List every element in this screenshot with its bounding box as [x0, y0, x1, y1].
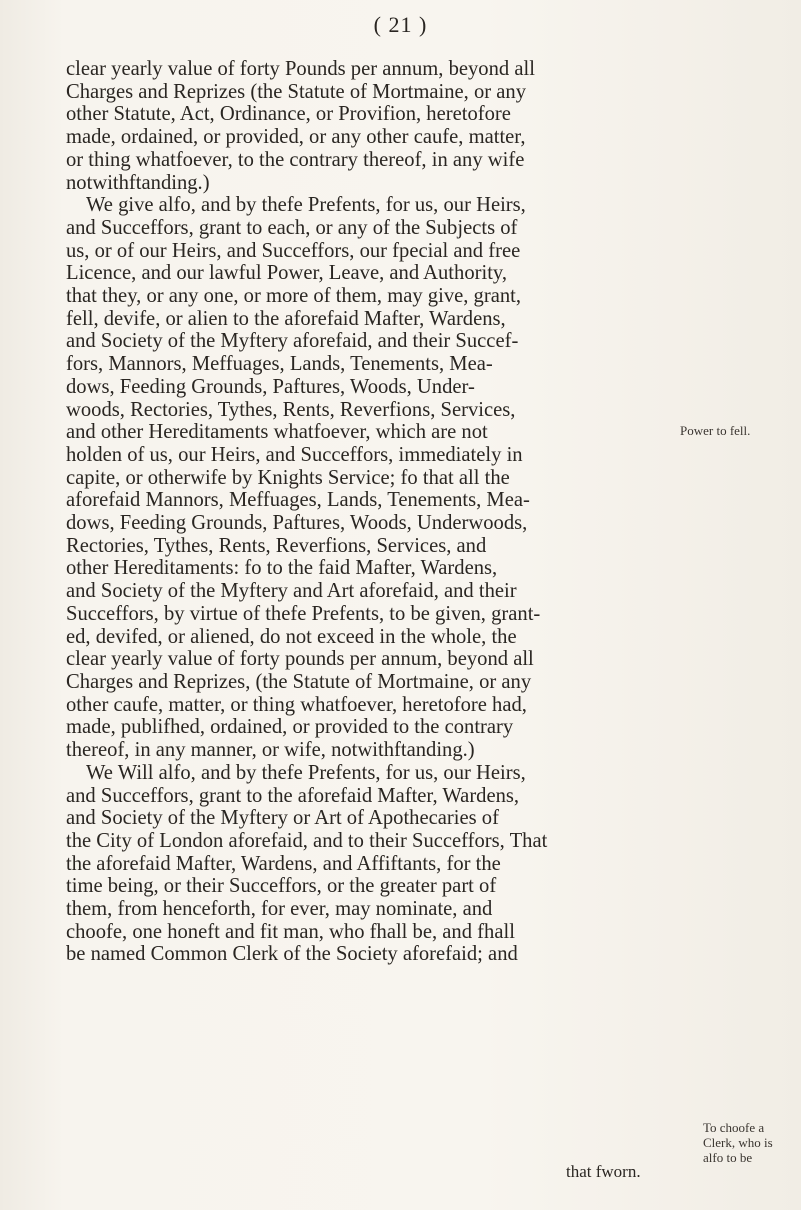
text-line: Charges and Reprizes, (the Statute of Mortmaine, or any	[66, 670, 532, 693]
text-line: the City of London aforefaid, and to their Succeffors, That	[66, 829, 548, 852]
margin-note-tail: that fworn.	[566, 1162, 641, 1181]
text-line: and Society of the Myftery aforefaid, and their Succef-	[66, 330, 519, 353]
text-line: thereof, in any manner, or wife, notwithftanding.)	[66, 739, 475, 762]
text-line: clear yearly value of forty Pounds per annum, beyond all	[66, 58, 535, 80]
text-line: be named Common Clerk of the Society aforefaid; and	[66, 943, 518, 966]
text-line: notwithftanding.)	[66, 171, 210, 194]
text-line: We Will alfo, and by thefe Prefents, for us, our Heirs,	[86, 761, 526, 784]
text-line: Rectories, Tythes, Rents, Reverfions, Services, and	[66, 534, 487, 557]
text-line: other Statute, Act, Ordinance, or Provifion, heretofore	[66, 103, 511, 126]
text-line: ed, devifed, or aliened, do not exceed in the whole, the	[66, 625, 517, 648]
text-line: or thing whatfoever, to the contrary thereof, in any wife	[66, 148, 525, 171]
text-line: other Hereditaments: fo to the faid Mafter, Wardens,	[66, 557, 498, 580]
text-line: fors, Mannors, Meffuages, Lands, Tenements, Mea-	[66, 353, 493, 376]
text-line: Succeffors, by virtue of thefe Prefents, to be given, grant-	[66, 602, 541, 625]
text-line: woods, Rectories, Tythes, Rents, Reverfions, Services,	[66, 398, 516, 421]
text-line: them, from henceforth, for ever, may nominate, and	[66, 898, 493, 921]
text-line: us, or of our Heirs, and Succeffors, our fpecial and free	[66, 239, 521, 262]
text-line: time being, or their Succeffors, or the greater part of	[66, 875, 497, 898]
text-line: holden of us, our Heirs, and Succeffors, immediately in	[66, 443, 523, 466]
text-line: Licence, and our lawful Power, Leave, and Authority,	[66, 262, 508, 285]
text-line: the aforefaid Mafter, Wardens, and Affiftants, for the	[66, 852, 501, 875]
margin-note-line: To choofe a	[703, 1120, 765, 1135]
text-line: Charges and Reprizes (the Statute of Mortmaine, or any	[66, 80, 526, 103]
margin-note-power: Power to fell.	[680, 423, 751, 438]
text-line: clear yearly value of forty pounds per annum, beyond all	[66, 648, 534, 671]
text-line: capite, or otherwife by Knights Service; fo that all the	[66, 466, 510, 489]
text-line: fell, devife, or alien to the aforefaid Mafter, Wardens,	[66, 307, 506, 330]
text-line: made, publifhed, ordained, or provided to the contrary	[66, 716, 514, 739]
text-line: and Society of the Myftery or Art of Apothecaries of	[66, 807, 499, 830]
text-line: aforefaid Mannors, Meffuages, Lands, Tenements, Mea-	[66, 489, 530, 512]
text-line: We give alfo, and by thefe Prefents, for us, our Heirs,	[86, 194, 526, 217]
text-line: other caufe, matter, or thing whatfoever, heretofore had,	[66, 693, 527, 716]
text-line: and other Hereditaments whatfoever, which are not	[66, 421, 488, 444]
margin-note-line: alfo to be	[703, 1150, 753, 1165]
margin-note-clerk	[703, 1120, 795, 1165]
text-line: choofe, one honeft and fit man, who fhall be, and fhall	[66, 920, 515, 943]
text-line: and Society of the Myftery and Art aforefaid, and their	[66, 580, 517, 603]
text-line: and Succeffors, grant to each, or any of the Subjects of	[66, 216, 518, 239]
body-text	[66, 58, 686, 966]
page-number: ( 21 )	[373, 12, 428, 37]
text-line: made, ordained, or provided, or any other caufe, matter,	[66, 126, 526, 149]
text-line: and Succeffors, grant to the aforefaid Mafter, Wardens,	[66, 784, 520, 807]
text-line: that they, or any one, or more of them, may give, grant,	[66, 285, 522, 308]
text-line: dows, Feeding Grounds, Paftures, Woods, Underwoods,	[66, 512, 528, 535]
margin-note-line: Clerk, who is	[703, 1135, 773, 1150]
text-line: dows, Feeding Grounds, Paftures, Woods, Under-	[66, 375, 475, 398]
